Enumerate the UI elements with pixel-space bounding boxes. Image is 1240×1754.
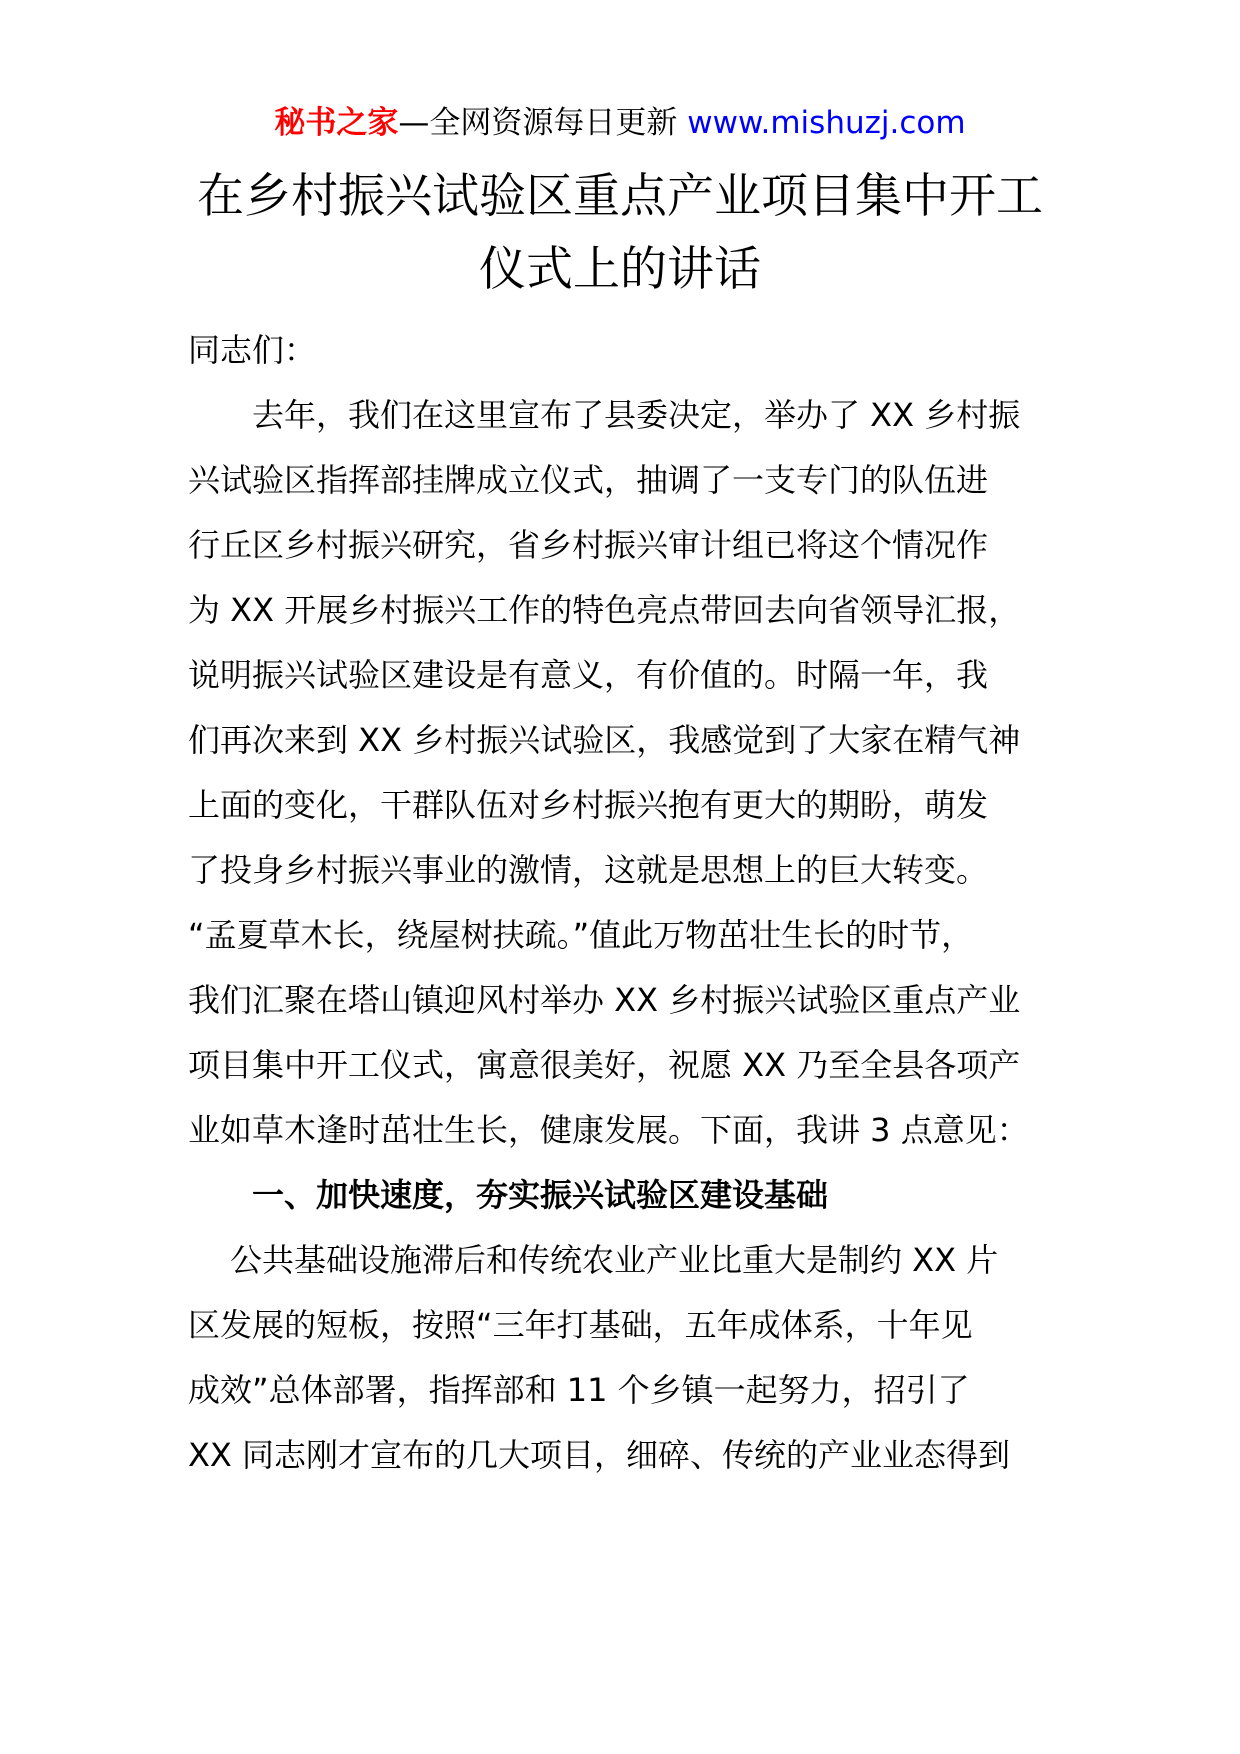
document-body bbox=[188, 318, 1058, 1488]
paragraph-line: 上面的变化，干群队伍对乡村振兴抱有更大的期盼，萌发 bbox=[188, 786, 989, 824]
paragraph-line: XX 同志刚才宣布的几大项目，细碎、传统的产业业态得到 bbox=[188, 1436, 1011, 1474]
brand-name: 秘书之家 bbox=[274, 105, 399, 141]
paragraph-line: 们再次来到 XX 乡村振兴试验区，我感觉到了大家在精气神 bbox=[188, 721, 1021, 759]
paragraph-line: 业如草木逢时茁壮生长，健康发展。下面，我讲 3 点意见： bbox=[188, 1111, 1029, 1149]
document-title bbox=[150, 160, 1090, 306]
slogan: —全网资源每日更新 bbox=[398, 105, 688, 141]
paragraph-line: 项目集中开工仪式，寓意很美好，祝愿 XX 乃至全县各项产 bbox=[188, 1046, 1021, 1084]
paragraph-line: 行丘区乡村振兴研究，省乡村振兴审计组已将这个情况作 bbox=[188, 526, 989, 564]
site-header bbox=[0, 103, 1240, 143]
greeting: 同志们： bbox=[188, 331, 317, 369]
title-line-1: 在乡村振兴试验区重点产业项目集中开工 bbox=[197, 169, 1043, 224]
paragraph-line: 去年，我们在这里宣布了县委决定，举办了 XX 乡村振 bbox=[252, 396, 1021, 434]
paragraph-line: 成效”总体部署，指挥部和 11 个乡镇一起努力，招引了 bbox=[188, 1371, 970, 1409]
paragraph-line: 了投身乡村振兴事业的激情，这就是思想上的巨大转变。 bbox=[188, 851, 989, 889]
site-url[interactable]: www.mishuzj.com bbox=[687, 105, 966, 141]
paragraph-line: 为 XX 开展乡村振兴工作的特色亮点带回去向省领导汇报， bbox=[188, 591, 1021, 629]
paragraph-line: “孟夏草木长，绕屋树扶疏。”值此万物茁壮生长的时节， bbox=[188, 916, 974, 954]
paragraph-line: 兴试验区指挥部挂牌成立仪式，抽调了一支专门的队伍进 bbox=[188, 461, 989, 499]
paragraph-line: 我们汇聚在塔山镇迎风村举办 XX 乡村振兴试验区重点产业 bbox=[188, 981, 1021, 1019]
paragraph-line: 说明振兴试验区建设是有意义，有价值的。时隔一年，我 bbox=[188, 656, 989, 694]
paragraph-line: 公共基础设施滞后和传统农业产业比重大是制约 XX 片 bbox=[230, 1241, 999, 1279]
paragraph-line: 区发展的短板，按照“三年打基础，五年成体系，十年见 bbox=[188, 1306, 973, 1344]
title-line-2: 仪式上的讲话 bbox=[479, 242, 761, 297]
section-heading-1: 一、加快速度，夯实振兴试验区建设基础 bbox=[252, 1176, 829, 1214]
